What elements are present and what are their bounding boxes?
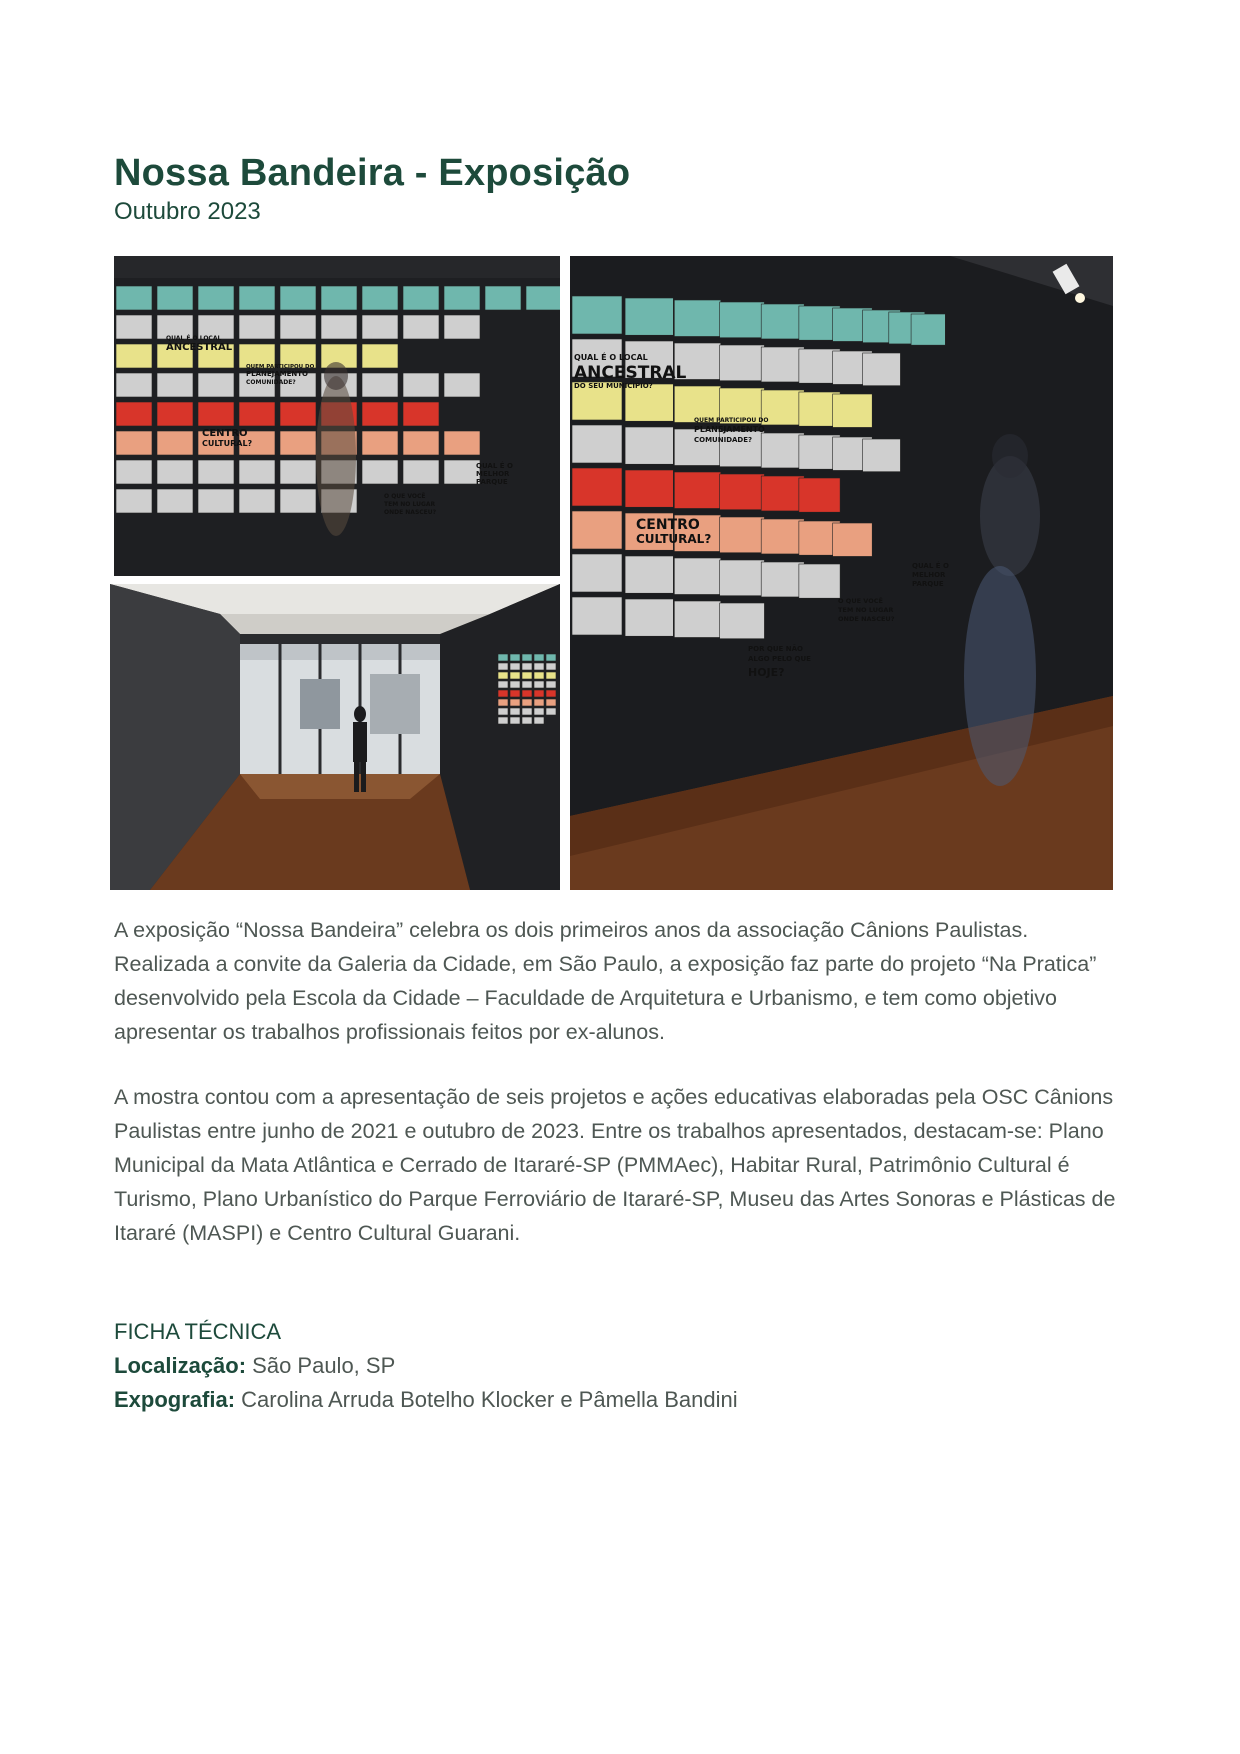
exhibition-panel [280, 489, 316, 513]
exhibition-panel [362, 286, 398, 310]
exhibition-wall-side-photo [570, 256, 1113, 890]
exhibition-panel [498, 663, 508, 670]
exhibition-panel [510, 708, 520, 715]
exhibition-panel [625, 599, 673, 636]
exhibition-panel [534, 681, 544, 688]
panel-text: COMUNIDADE? [694, 436, 753, 444]
exhibition-panel [116, 315, 152, 339]
panel-text: HOJE? [748, 666, 785, 679]
panel-text: MELHOR [476, 470, 510, 478]
exhibition-wall-photo [114, 256, 560, 576]
technical-sheet [114, 1315, 1114, 1417]
exhibition-panel [157, 431, 193, 455]
exhibition-panel [572, 296, 622, 334]
panel-text: PLANEJAMENTO [694, 425, 765, 434]
exhibition-panel [239, 315, 275, 339]
exhibition-panel [116, 460, 152, 484]
exhibition-panel [510, 699, 520, 706]
exhibition-panel [572, 468, 622, 506]
exhibition-panel [485, 286, 521, 310]
exhibition-panel [498, 690, 508, 697]
panel-text: PARQUE [476, 478, 508, 486]
exhibition-panel [534, 654, 544, 661]
panel-text: DO SEU MUNICÍPIO? [574, 382, 653, 390]
panel-text: CENTRO [202, 428, 248, 439]
exhibition-panel [761, 433, 804, 468]
exhibition-panel [625, 556, 673, 593]
panel-text: PARQUE [912, 580, 944, 588]
exhibition-panel [799, 478, 840, 512]
exhibition-panel [116, 431, 152, 455]
exhibition-panel [546, 663, 556, 670]
panel-text: O QUE VOCÊ [384, 493, 426, 500]
exhibition-panel [321, 315, 357, 339]
exhibition-panel [761, 347, 804, 382]
exhibition-panel [280, 431, 316, 455]
panel-text: POR QUE NÃO [748, 645, 803, 653]
exhibition-panel [280, 286, 316, 310]
exhibition-panel [522, 708, 532, 715]
exhibition-panel [198, 489, 234, 513]
exhibition-panel [625, 470, 673, 507]
exhibition-panel [239, 402, 275, 426]
exhibition-panel [534, 672, 544, 679]
exhibition-panel [799, 564, 840, 598]
exhibition-panel [720, 302, 765, 338]
exhibition-panel [572, 511, 622, 549]
exhibition-panel [863, 439, 901, 472]
exhibition-panel [157, 373, 193, 397]
exhibition-panel [116, 286, 152, 310]
exhibition-panel [833, 523, 873, 556]
exhibition-panel [510, 681, 520, 688]
exhibition-panel [498, 708, 508, 715]
exhibition-panel [534, 708, 544, 715]
panel-text: PLANEJAMENTO [246, 370, 309, 378]
exhibition-panel [534, 699, 544, 706]
exhibition-panel [403, 431, 439, 455]
panel-text: MELHOR [912, 571, 946, 579]
exhibition-panel [625, 427, 673, 464]
exhibition-panel [498, 681, 508, 688]
expography-label: Expografia: [114, 1387, 236, 1412]
panel-text: ANCESTRAL [166, 342, 233, 353]
expography-value: Carolina Arruda Botelho Klocker e Pâmella Bandini [235, 1387, 738, 1412]
exhibition-panel [522, 654, 532, 661]
exhibition-panel [362, 344, 398, 368]
exhibition-panel [546, 654, 556, 661]
exhibition-panel [761, 304, 804, 339]
technical-sheet-heading: FICHA TÉCNICA [114, 1319, 282, 1344]
exhibition-panel [863, 353, 901, 386]
panel-text: TEM NO LUGAR [838, 606, 894, 614]
panel-text: QUAL É O LOCAL [574, 353, 648, 362]
exhibition-panel [198, 460, 234, 484]
exhibition-panel [444, 373, 480, 397]
page-subtitle-date: Outubro 2023 [114, 198, 261, 225]
panel-text: CENTRO [636, 517, 700, 533]
exhibition-panel [403, 373, 439, 397]
exhibition-panel [510, 672, 520, 679]
exhibition-panel [534, 690, 544, 697]
exhibition-panel [546, 708, 556, 715]
page-title: Nossa Bandeira - Exposição [114, 152, 631, 194]
exhibition-panel [444, 286, 480, 310]
exhibition-panel [572, 597, 622, 635]
exhibition-panel [362, 431, 398, 455]
exhibition-panel [674, 472, 721, 508]
panel-text: QUEM PARTICIPOU DO [246, 364, 315, 370]
exhibition-panel [761, 519, 804, 554]
exhibition-panel [157, 286, 193, 310]
location-label: Localização: [114, 1353, 247, 1378]
exhibition-panel [157, 460, 193, 484]
exhibition-panel [444, 431, 480, 455]
exhibition-panel [157, 489, 193, 513]
exhibition-panel [911, 314, 945, 345]
exhibition-panel [572, 554, 622, 592]
exhibition-panel [534, 717, 544, 724]
exhibition-panel [546, 699, 556, 706]
exhibition-panel [674, 429, 721, 465]
panel-text: ANCESTRAL [574, 363, 687, 383]
panel-text: COMUNIDADE? [246, 379, 296, 386]
exhibition-photo-icon [570, 256, 1113, 890]
exhibition-panel [522, 690, 532, 697]
exhibition-panel [116, 489, 152, 513]
location-row [114, 1349, 1114, 1383]
panel-text: ONDE NASCEU? [838, 615, 895, 623]
exhibition-panel [522, 663, 532, 670]
exhibition-panel [498, 672, 508, 679]
panel-text: CULTURAL? [636, 532, 712, 546]
exhibition-panel [625, 298, 673, 335]
exhibition-panel [720, 474, 765, 510]
exhibition-panel [522, 681, 532, 688]
exhibition-panel [572, 425, 622, 463]
exhibition-panel [546, 681, 556, 688]
exhibition-panel [239, 489, 275, 513]
exhibition-panel [720, 560, 765, 596]
exhibition-panel [280, 402, 316, 426]
exhibition-panel [198, 286, 234, 310]
exhibition-panel [761, 476, 804, 511]
exhibition-panel [362, 315, 398, 339]
panel-text: TEM NO LUGAR [384, 501, 436, 508]
exhibition-panel [280, 460, 316, 484]
panel-text: ONDE NASCEU? [384, 509, 437, 516]
exhibition-photo-icon [114, 256, 560, 576]
exhibition-panel [510, 717, 520, 724]
exhibition-panel [720, 345, 765, 381]
exhibition-panel [498, 699, 508, 706]
exhibition-panel [522, 672, 532, 679]
exhibition-panel [116, 402, 152, 426]
exhibition-panel [720, 603, 765, 639]
exhibition-panel [498, 654, 508, 661]
exhibition-panel [403, 460, 439, 484]
exhibition-panel [198, 402, 234, 426]
exhibition-panel [403, 315, 439, 339]
exhibition-panel [674, 601, 721, 637]
exhibition-panel [510, 654, 520, 661]
exhibition-panel [116, 373, 152, 397]
panel-text: QUAL É O [476, 462, 513, 470]
exhibition-panel [674, 300, 721, 336]
exhibition-panel [280, 315, 316, 339]
panel-text: CULTURAL? [202, 439, 253, 448]
expography-row [114, 1383, 1114, 1417]
exhibition-panel [546, 672, 556, 679]
exhibition-panel [321, 286, 357, 310]
gallery-room-photo [110, 584, 560, 890]
location-value: São Paulo, SP [246, 1353, 396, 1378]
panel-text: QUAL É O LOCAL [166, 335, 222, 342]
exhibition-panel [546, 690, 556, 697]
exhibition-panel [510, 663, 520, 670]
exhibition-panel [239, 286, 275, 310]
exhibition-photo-icon [110, 584, 560, 890]
panel-text: QUEM PARTICIPOU DO [694, 417, 769, 424]
exhibition-panel [720, 517, 765, 553]
panel-text: O QUE VOCÊ [838, 597, 883, 605]
exhibition-panel [444, 315, 480, 339]
exhibition-panel [403, 286, 439, 310]
exhibition-panel [444, 460, 480, 484]
exhibition-panel [833, 394, 873, 427]
exhibition-panel [403, 402, 439, 426]
exhibition-panel [526, 286, 560, 310]
exhibition-panel [239, 460, 275, 484]
exhibition-panel [522, 699, 532, 706]
exhibition-panel [362, 460, 398, 484]
panel-text: QUAL É O [912, 562, 949, 570]
exhibition-panel [498, 717, 508, 724]
exhibition-panel [510, 690, 520, 697]
exhibition-panel [674, 558, 721, 594]
exhibition-panel [362, 373, 398, 397]
exhibition-panel [362, 402, 398, 426]
description-paragraph: A exposição “Nossa Bandeira” celebra os dois primeiros anos da associação Cânions Paulistas. Realizada a convite da Galeria da Cidade, em São Paulo, a exposição faz parte do projeto “Na Pratica” desenvolvido pela Escola da Cidade – Faculdade de Arquitetura e Urbanismo, e tem como objetivo apresentar os trabalhos profissionais feitos por ex-alunos. [114, 918, 1097, 1044]
projects-paragraph: A mostra contou com a apresentação de seis projetos e ações educativas elaboradas pela OSC Cânions Paulistas entre junho de 2021 e outubro de 2023. Entre os trabalhos apresentados, destacam-se: Plano Municipal da Mata Atlântica e Cerrado de Itararé-SP (PMMAec), Habitar Rural, Patrimônio Cultural é Turismo, Plano Urbanístico do Parque Ferroviário de Itararé-SP, Museu das Artes Sonoras e Plásticas de Itararé (MASPI) e Centro Cultural Guarani. [114, 1085, 1116, 1245]
exhibition-panel [534, 663, 544, 670]
panel-text: ALGO PELO QUE [748, 655, 811, 663]
exhibition-panel [522, 717, 532, 724]
exhibition-panel [157, 402, 193, 426]
exhibition-panel [198, 373, 234, 397]
exhibition-panel [761, 562, 804, 597]
exhibition-panel [116, 344, 152, 368]
